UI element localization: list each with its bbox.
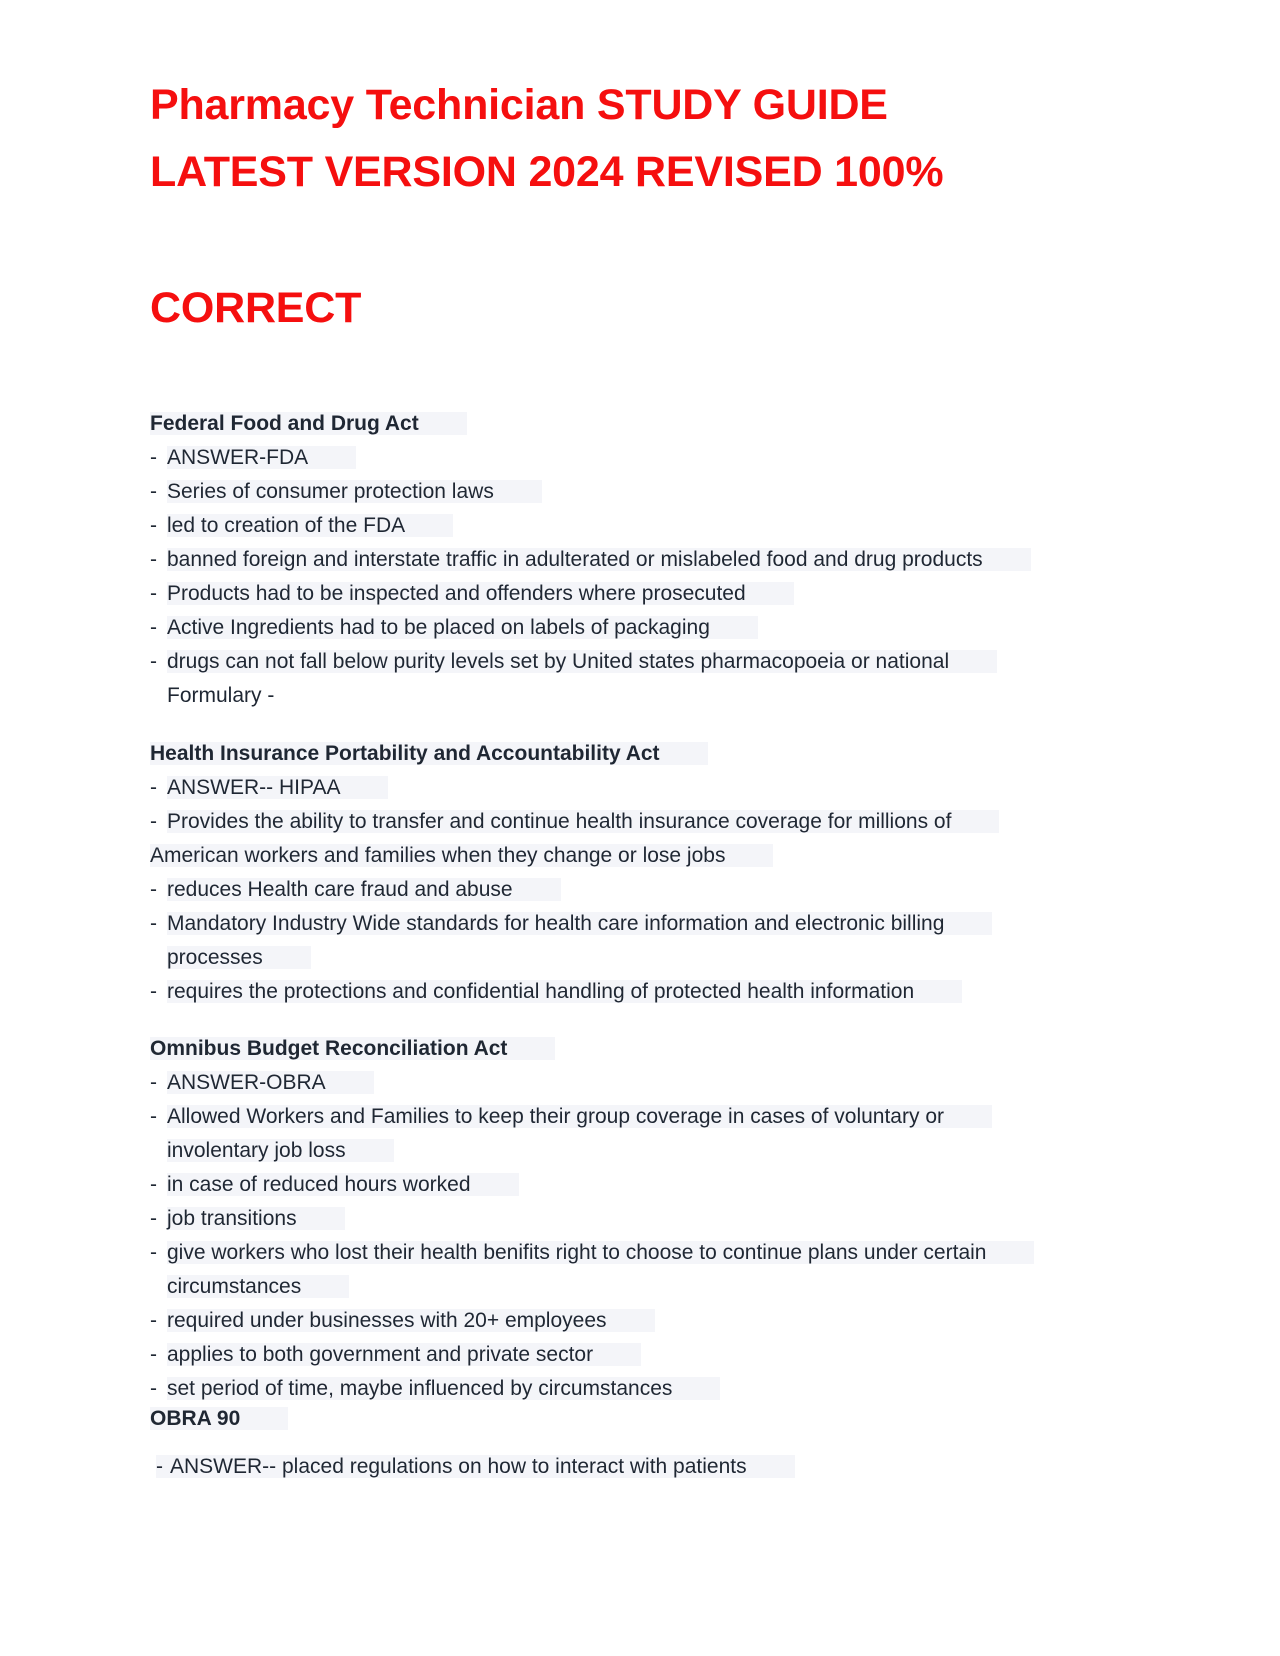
list-item: - job transitions — [150, 1202, 1110, 1236]
list-item: - applies to both government and private sector — [150, 1338, 1110, 1372]
list-item-text: set period of time, maybe influenced by circumstances — [167, 1377, 720, 1400]
list-item-continuation — [150, 839, 1110, 873]
list-item-text: Provides the ability to transfer and continue health insurance coverage for millions of — [167, 810, 999, 833]
section-heading — [150, 407, 1110, 441]
list-item: - Allowed Workers and Families to keep their group coverage in cases of voluntary or — [150, 1100, 1110, 1134]
section-heading — [150, 1402, 1110, 1436]
list-item: - Series of consumer protection laws — [150, 475, 1110, 509]
list-item-text: requires the protections and confidential handling of protected health information — [167, 980, 962, 1003]
list-item-text: drugs can not fall below purity levels set by United states pharmacopoeia or national — [167, 650, 997, 673]
list-item-text: ANSWER-FDA — [167, 446, 356, 469]
section-heading-text: Health Insurance Portability and Accountability Act — [150, 742, 708, 765]
section-heading — [150, 1032, 1110, 1066]
section-obra-90 — [150, 1402, 1110, 1484]
list-item-text: processes — [167, 946, 311, 969]
list-item-text: banned foreign and interstate traffic in adulterated or mislabeled food and drug products — [167, 548, 1031, 571]
list-item-continuation — [150, 679, 1110, 713]
list-item-text: Active Ingredients had to be placed on labels of packaging — [167, 616, 758, 639]
list-item: - reduces Health care fraud and abuse — [150, 873, 1110, 907]
list-item: - requires the protections and confidential handling of protected health information — [150, 975, 1110, 1009]
section-heading — [150, 737, 1110, 771]
section-heading-text: OBRA 90 — [150, 1407, 288, 1430]
list-item-text: job transitions — [167, 1207, 345, 1230]
list-item-text: ANSWER-OBRA — [167, 1071, 374, 1094]
list-item-text: involentary job loss — [167, 1139, 394, 1162]
document-title-line-1: Pharmacy Technician STUDY GUIDE — [150, 81, 888, 129]
list-item-continuation — [150, 941, 1110, 975]
list-item-text: applies to both government and private sector — [167, 1343, 641, 1366]
list-item-text: ANSWER-- placed regulations on how to interact with patients — [170, 1455, 747, 1478]
section-hipaa — [150, 737, 1110, 1009]
list-item-text: reduces Health care fraud and abuse — [167, 878, 561, 901]
list-item: - drugs can not fall below purity levels set by United states pharmacopoeia or national — [150, 645, 1110, 679]
list-item: - led to creation of the FDA — [150, 509, 1110, 543]
list-item-continuation — [150, 1270, 1110, 1304]
list-item-text: required under businesses with 20+ employees — [167, 1309, 655, 1332]
list-item-text: Allowed Workers and Families to keep their group coverage in cases of voluntary or — [167, 1105, 992, 1128]
list-item: - ANSWER-- placed regulations on how to interact with patients — [150, 1450, 1110, 1484]
list-item: - set period of time, maybe influenced by circumstances — [150, 1372, 1110, 1406]
list-item: - give workers who lost their health benifits right to choose to continue plans under certain — [150, 1236, 1110, 1270]
section-heading-text: Omnibus Budget Reconciliation Act — [150, 1037, 555, 1060]
list-item-text: Formulary - — [167, 684, 275, 707]
list-item: - banned foreign and interstate traffic in adulterated or mislabeled food and drug products — [150, 543, 1110, 577]
list-item: - Products had to be inspected and offenders where prosecuted — [150, 577, 1110, 611]
list-item-text: led to creation of the FDA — [167, 514, 453, 537]
document-title-line-2: LATEST VERSION 2024 REVISED 100% — [150, 148, 944, 196]
list-item-text: ANSWER-- HIPAA — [167, 776, 388, 799]
section-federal-food-drug-act — [150, 407, 1110, 713]
section-heading-text: Federal Food and Drug Act — [150, 412, 467, 435]
list-item: - ANSWER-OBRA — [150, 1066, 1110, 1100]
list-item: - Provides the ability to transfer and continue health insurance coverage for millions of — [150, 805, 1110, 839]
list-item: - required under businesses with 20+ employees — [150, 1304, 1110, 1338]
list-item: - in case of reduced hours worked — [150, 1168, 1110, 1202]
list-item-continuation — [150, 1134, 1110, 1168]
list-item-text: Mandatory Industry Wide standards for health care information and electronic billing — [167, 912, 992, 935]
list-item: - Mandatory Industry Wide standards for health care information and electronic billing — [150, 907, 1110, 941]
list-item-text: give workers who lost their health benifits right to choose to continue plans under certain — [167, 1241, 1034, 1264]
list-item-text: American workers and families when they change or lose jobs — [150, 844, 773, 867]
list-item-text: Products had to be inspected and offenders where prosecuted — [167, 582, 794, 605]
list-item-text: Series of consumer protection laws — [167, 480, 542, 503]
list-item: - ANSWER-- HIPAA — [150, 771, 1110, 805]
list-item: - Active Ingredients had to be placed on labels of packaging — [150, 611, 1110, 645]
section-obra — [150, 1032, 1110, 1406]
document-title-line-3: CORRECT — [150, 284, 362, 332]
list-item: - ANSWER-FDA — [150, 441, 1110, 475]
list-item-text: circumstances — [167, 1275, 349, 1298]
list-item-text: in case of reduced hours worked — [167, 1173, 519, 1196]
